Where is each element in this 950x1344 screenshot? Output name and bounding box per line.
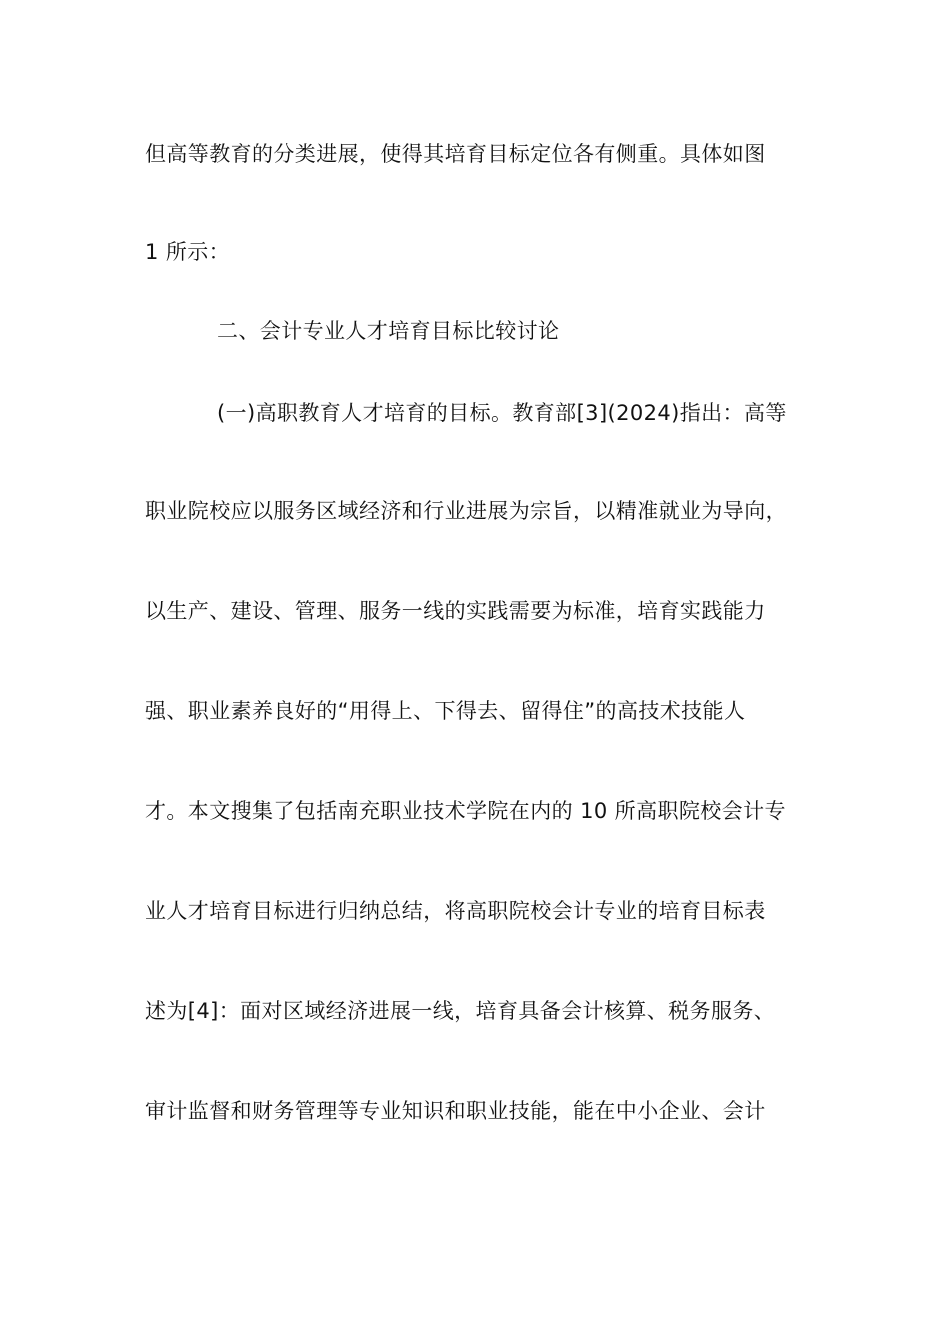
subsection-heading-line: (一)高职教育人才培育的目标。教育部[3](2024)指出：高等 xyxy=(217,401,787,425)
body-text-line: 才。本文搜集了包括南充职业技术学院在内的 10 所高职院校会计专 xyxy=(145,799,786,823)
body-text-line: 以生产、建设、管理、服务一线的实践需要为标准，培育实践能力 xyxy=(145,599,766,623)
body-text-line: 但高等教育的分类进展，使得其培育目标定位各有侧重。具体如图 xyxy=(145,142,766,166)
body-text-line: 职业院校应以服务区域经济和行业进展为宗旨，以精准就业为导向， xyxy=(145,499,787,523)
body-text-line: 审计监督和财务管理等专业知识和职业技能，能在中小企业、会计 xyxy=(145,1099,766,1123)
body-text-line: 业人才培育目标进行归纳总结，将高职院校会计专业的培育目标表 xyxy=(145,899,766,923)
body-text-line: 1 所示： xyxy=(145,240,231,264)
body-text-line: 强、职业素养良好的“用得上、下得去、留得住”的高技术技能人 xyxy=(145,699,746,723)
section-heading: 二、会计专业人才培育目标比较讨论 xyxy=(217,319,560,343)
body-text-line: 述为[4]：面对区域经济进展一线，培育具备会计核算、税务服务、 xyxy=(145,999,776,1023)
